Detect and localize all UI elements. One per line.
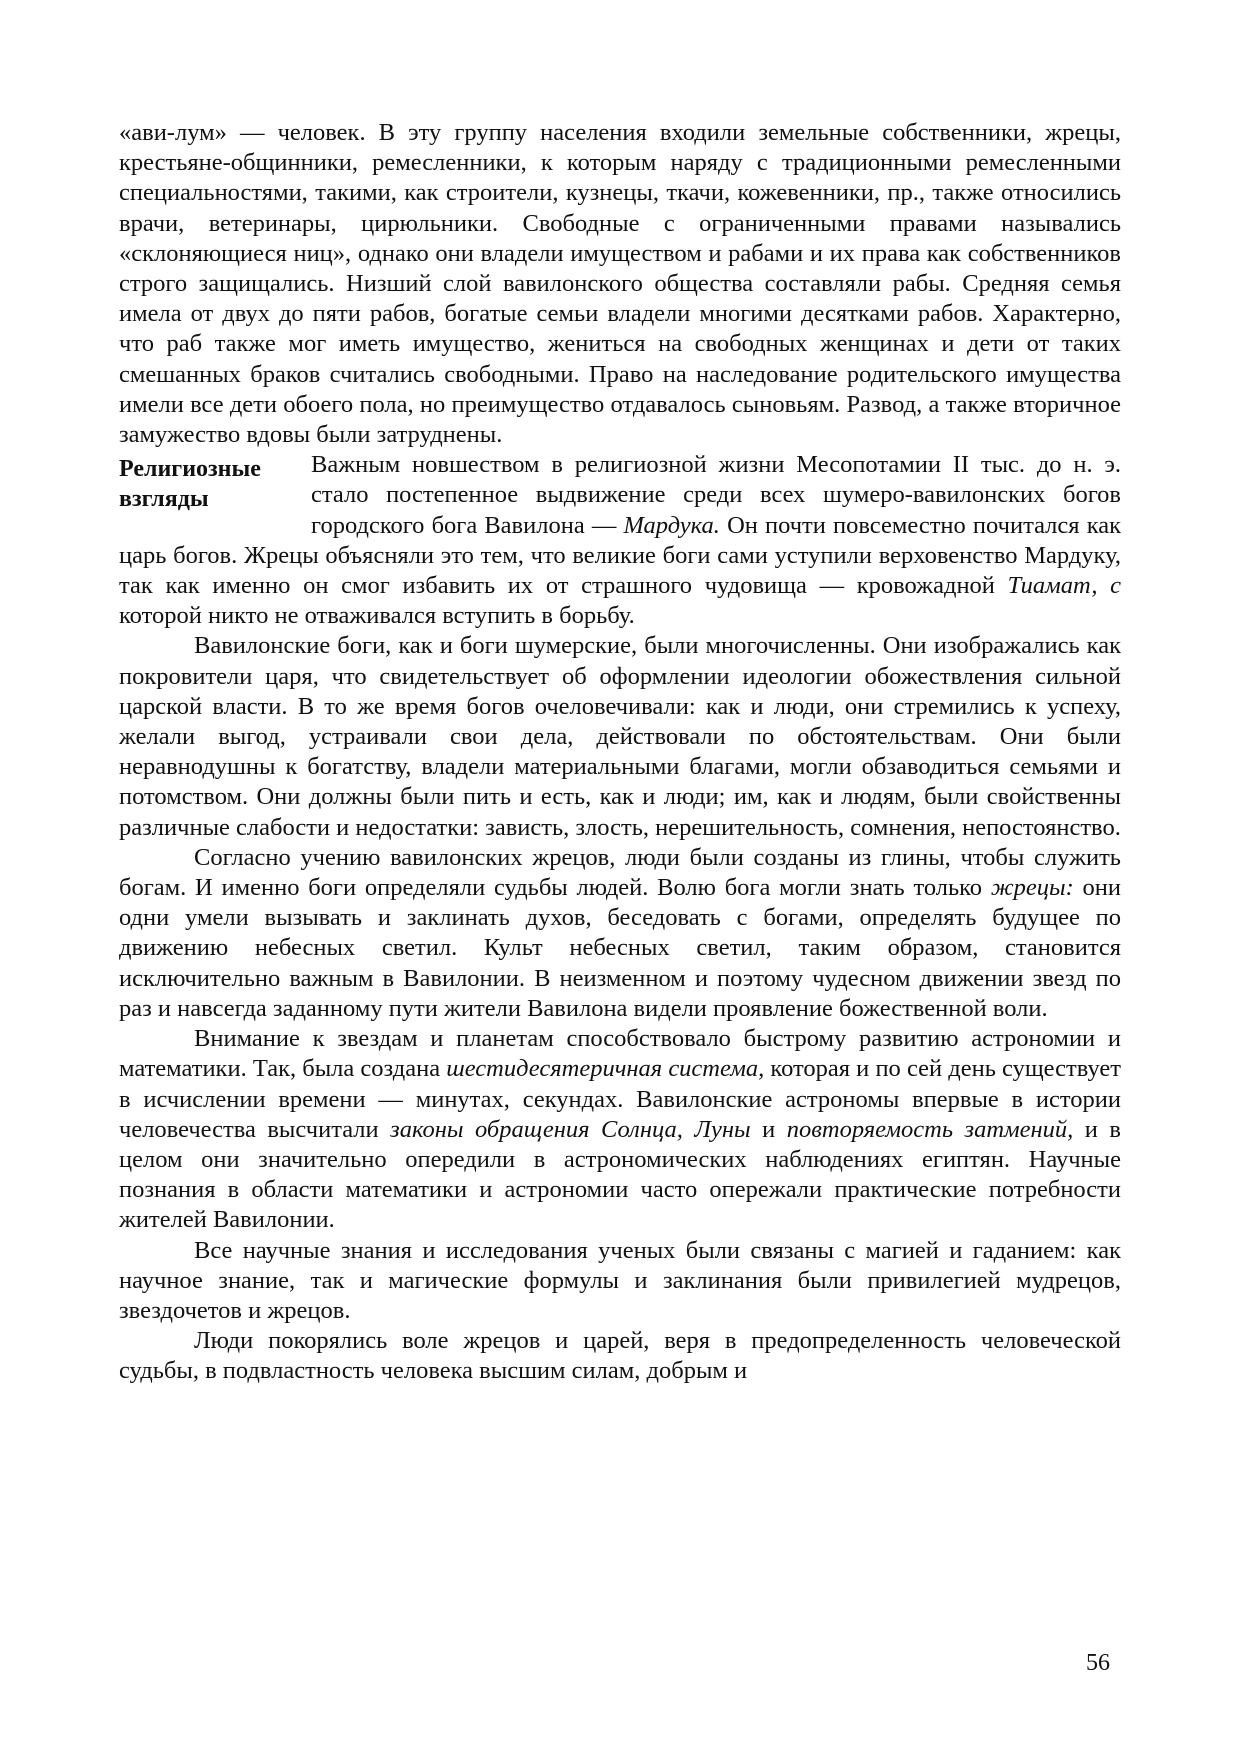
paragraph-5 [119,1024,1121,1235]
paragraph-3: Вавилонские боги, как и боги шумерские, были многочисленны. Они изображались как покровители царя, что свидетельствует об оформлении идеологии обожествления сильной царской власти. В то же время богов очеловечивали: как и люди, они стремились к успеху, желали выгод, устраивали свои дела, действовали по обстоятельствам. Они были неравнодушны к богатству, владели материальными благами, могли обзаводиться семьями и потомством. Они должны были пить и есть, как и люди; им, как и людям, были свойственны различные слабости и недостатки: зависть, злость, нерешительность, сомнения, непостоянство. [119,632,1121,841]
term-marduk: Мардука. [623,511,720,539]
paragraph-2-part-b: Он почти повсеместно почитался как царь богов. Жрецы объясняли это тем, что великие боги сами уступили верховенство Мардуку, так как именно он смог избавить их от страшного чудовища — кровожадной [119,511,1122,600]
page-body [119,118,1121,1387]
term-eclipses: повторяемость затмений, [786,1115,1074,1143]
paragraph-5-part-d: и в целом они значительно опередили в астрономических наблюдениях египтян. Научные познания в области математики и астрономии часто опережали практические потребности жителей Вавилонии. [119,1115,1121,1234]
paragraph-4-part-a: Согласно учению вавилонских жрецов, люди были созданы из глины, чтобы служить богам. И именно боги определяли судьбы людей. Волю бога могли знать только [119,843,1121,902]
term-laws: законы обращения Солнца, Луны [390,1115,751,1143]
paragraph-4 [119,843,1121,1024]
paragraph-7: Люди покорялись воле жрецов и царей, веря в предопределенность человеческой судьбы, в подвластность человека высшим силам, добрым и [119,1327,1121,1385]
term-tiamat: Тиамат, с [1007,572,1121,600]
paragraph-6: Все научные знания и исследования ученых были связаны с магией и гаданием: как научное знание, так и магические формулы и заклинания были привилегией мудрецов, звездочетов и жрецов. [119,1236,1121,1324]
paragraph-2-part-c: которой никто не отваживался вступить в борьбу. [119,602,635,630]
paragraph-5-part-c: и [750,1115,787,1143]
paragraph-4-part-b: они одни умели вызывать и заклинать духов, беседовать с богами, определять будущее по движению небесных светил. Культ небесных светил, таким образом, становится исключительно важным в Вавилонии. В неизменном и поэтому чудесном движении звезд по раз и навсегда заданному пути жители Вавилона видели проявление божественной воли. [119,874,1121,1022]
paragraph-5-part-a: Внимание к звездам и планетам способствовало быстрому развитию астрономии и математики. Так, была создана [119,1025,1121,1083]
paragraph-5-part-b: которая и по сей день существует в исчислении времени — минутах, секундах. Вавилонские астрономы впервые в истории человечества высчитали [119,1055,1121,1143]
page-number: 56 [1086,1650,1110,1676]
term-priests: жрецы: [990,874,1074,902]
term-sexagesimal: шестидесятеричная система, [446,1055,765,1083]
paragraph-2-part-a: Важным новшеством в религиозной жизни Месопотамии II тыс. до н. э. стало постепенное выдвижение среди всех шумеро-вавилонских богов городского бога Вавилона — [311,451,1121,539]
paragraph-1: «ави-лум» — человек. В эту группу населения входили земельные собственники, жрецы, крестьяне-общинники, ремесленники, к которым наряду с традиционными ремесленными специальностями, такими, как строители, кузнецы, ткачи, кожевенники, пр., также относились врачи, ветеринары, цирюльники. Свободные с ограниченными правами назывались «склоняющиеся ниц», однако они владели имуществом и рабами и их права как собственников строго защищались. Низший слой вавилонского общества составляли рабы. Средняя семья имела от двух до пяти рабов, богатые семьи владели многими десятками рабов. Характерно, что раб также мог иметь имущество, жениться на свободных женщинах и дети от таких смешанных браков считались свободными. Право на наследование родительского имущества имели все дети обоего пола, но преимущество отдавалось сыновьям. Развод, а также вторичное замужество вдовы были затруднены. [119,119,1121,449]
section-religious-views [119,450,1121,631]
margin-heading: Религиозные взгляды [119,456,261,513]
